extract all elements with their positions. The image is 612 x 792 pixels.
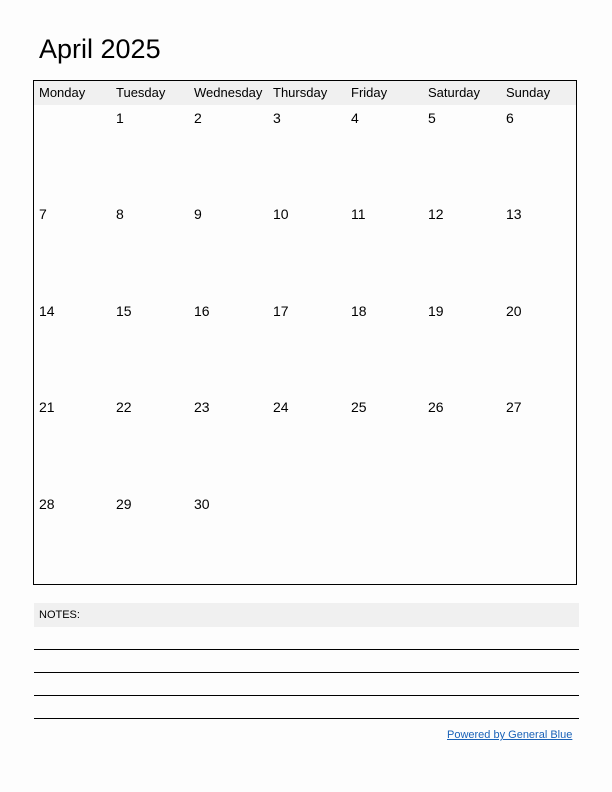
day-cell[interactable]	[189, 105, 266, 201]
day-cell[interactable]	[111, 394, 188, 490]
day-number: 12	[428, 206, 444, 222]
day-number: 27	[506, 399, 522, 415]
day-number: 1	[116, 110, 124, 126]
note-line[interactable]	[34, 718, 579, 719]
day-number: 23	[194, 399, 210, 415]
day-cell[interactable]	[346, 298, 423, 394]
day-cell[interactable]	[189, 491, 266, 587]
day-cell[interactable]	[111, 105, 188, 201]
day-cell[interactable]	[268, 105, 345, 201]
day-cell[interactable]	[268, 491, 345, 587]
day-number: 2	[194, 110, 202, 126]
day-number: 13	[506, 206, 522, 222]
day-number: 21	[39, 399, 55, 415]
day-number: 14	[39, 303, 55, 319]
day-number: 25	[351, 399, 367, 415]
day-number: 8	[116, 206, 124, 222]
day-number: 5	[428, 110, 436, 126]
weekday-header: Friday	[351, 85, 388, 100]
weekday-header: Wednesday	[194, 85, 263, 100]
weekday-header: Sunday	[506, 85, 551, 100]
day-cell[interactable]	[34, 298, 111, 394]
weekday-header: Tuesday	[116, 85, 166, 100]
day-number: 6	[506, 110, 514, 126]
day-cell[interactable]	[189, 201, 266, 297]
weekday-header: Thursday	[273, 85, 328, 100]
day-cell[interactable]	[346, 394, 423, 490]
day-number: 22	[116, 399, 132, 415]
weekday-header-row	[34, 81, 576, 105]
day-cell[interactable]	[268, 394, 345, 490]
day-number: 19	[428, 303, 444, 319]
powered-by-link[interactable]: Powered by General Blue	[447, 729, 573, 741]
day-number: 16	[194, 303, 210, 319]
day-cell[interactable]	[501, 491, 578, 587]
day-cell[interactable]	[34, 394, 111, 490]
day-number: 9	[194, 206, 202, 222]
day-number: 28	[39, 496, 55, 512]
day-number: 30	[194, 496, 210, 512]
day-number: 24	[273, 399, 289, 415]
day-cell[interactable]	[423, 491, 500, 587]
day-cell[interactable]	[501, 201, 578, 297]
day-number: 10	[273, 206, 289, 222]
day-cell[interactable]	[423, 201, 500, 297]
day-cell[interactable]	[268, 298, 345, 394]
day-number: 7	[39, 206, 47, 222]
day-number: 15	[116, 303, 132, 319]
day-cell[interactable]	[268, 201, 345, 297]
weekday-header: Monday	[39, 85, 86, 100]
day-number: 3	[273, 110, 281, 126]
note-line[interactable]	[34, 695, 579, 696]
day-cell[interactable]	[346, 491, 423, 587]
day-cell[interactable]	[34, 201, 111, 297]
day-cell[interactable]	[34, 105, 111, 201]
note-line[interactable]	[34, 672, 579, 673]
day-number: 4	[351, 110, 359, 126]
day-cell[interactable]	[501, 298, 578, 394]
day-number: 26	[428, 399, 444, 415]
day-cell[interactable]	[501, 394, 578, 490]
day-cell[interactable]	[34, 491, 111, 587]
day-cell[interactable]	[346, 201, 423, 297]
notes-label: NOTES:	[39, 609, 80, 621]
note-line[interactable]	[34, 649, 579, 650]
day-cell[interactable]	[111, 491, 188, 587]
weekday-header: Saturday	[428, 85, 481, 100]
day-cell[interactable]	[501, 105, 578, 201]
day-cell[interactable]	[189, 394, 266, 490]
day-cell[interactable]	[111, 201, 188, 297]
day-cell[interactable]	[189, 298, 266, 394]
day-number: 29	[116, 496, 132, 512]
day-cell[interactable]	[423, 105, 500, 201]
notes-header	[34, 603, 579, 627]
day-number: 20	[506, 303, 522, 319]
day-number: 18	[351, 303, 367, 319]
day-number: 11	[351, 206, 366, 222]
page-title: April 2025	[39, 34, 161, 64]
day-cell[interactable]	[346, 105, 423, 201]
day-cell[interactable]	[423, 298, 500, 394]
day-number: 17	[273, 303, 289, 319]
day-cell[interactable]	[111, 298, 188, 394]
calendar-grid	[33, 80, 577, 585]
day-cell[interactable]	[423, 394, 500, 490]
